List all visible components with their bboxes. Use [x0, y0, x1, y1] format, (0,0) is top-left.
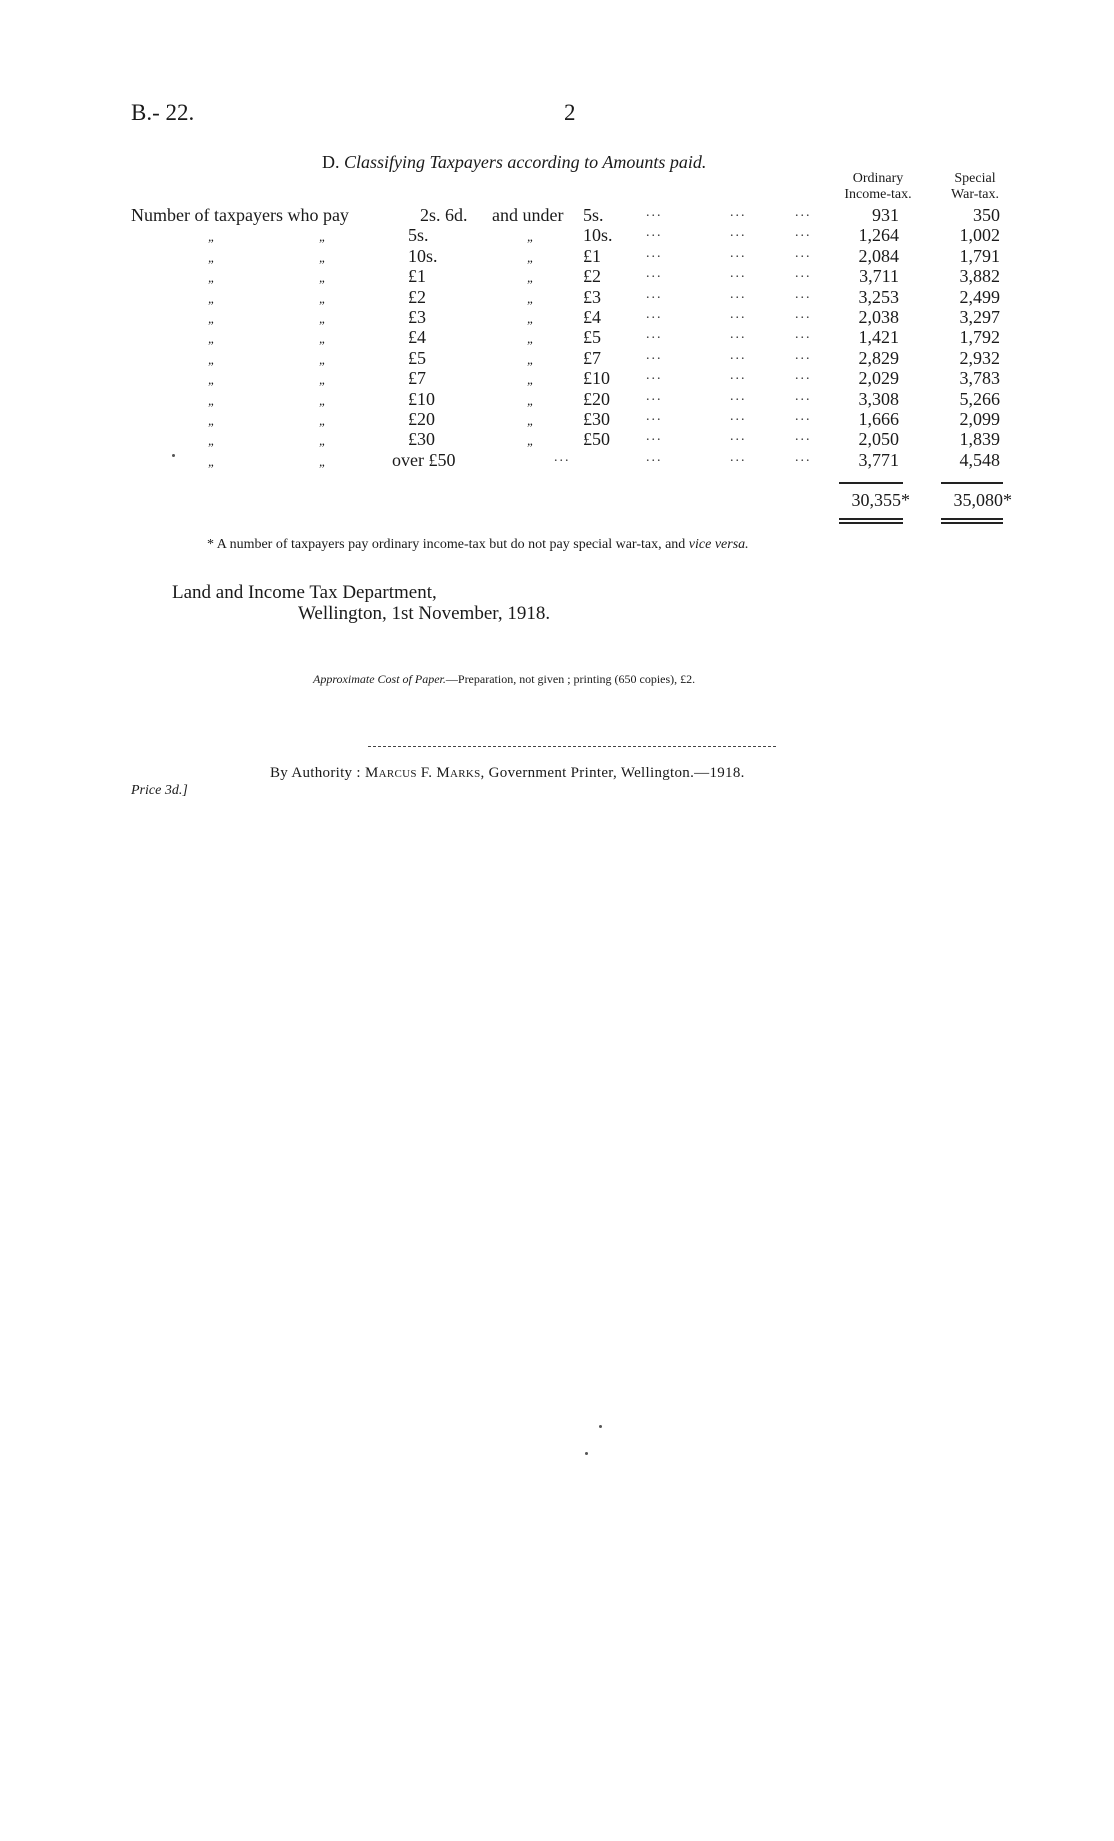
special-value: 1,791 [959, 245, 1000, 266]
table-row [0, 389, 1114, 410]
dot-leader: ... [795, 205, 812, 220]
dot-leader: ... [795, 347, 812, 363]
ditto-mark: „ [319, 229, 327, 245]
ditto-mark: „ [319, 433, 327, 449]
special-value: 4,548 [959, 449, 1000, 470]
special-value: 1,002 [959, 225, 1000, 246]
ditto-mark: „ [208, 249, 216, 265]
printer-authority [270, 765, 745, 782]
dot-leader: ... [730, 307, 747, 322]
ditto-mark: „ [527, 433, 535, 449]
total-rule [941, 482, 1003, 484]
authority-suffix: Government Printer, Wellington.—1918. [488, 765, 745, 781]
ditto-mark: „ [527, 351, 535, 367]
dot-leader: ... [795, 266, 812, 282]
dot-leader: ... [795, 286, 812, 302]
ditto-mark: „ [527, 392, 535, 408]
row-from: £20 [408, 409, 435, 429]
row-from: over £50 [392, 449, 456, 470]
footnote-text: * A number of taxpayers pay ordinary income-tax but do not pay special war-tax, and [207, 537, 686, 552]
ordinary-value: 1,264 [858, 225, 899, 246]
total-rule [941, 518, 1003, 520]
department-line-1: Land and Income Tax Department, [172, 582, 437, 603]
row-from: 2s. 6d. [420, 205, 468, 225]
column-header-ordinary-line2: Income-tax. [844, 187, 912, 202]
row-from: £1 [408, 266, 426, 287]
footnote [207, 537, 749, 553]
dot-leader: ... [730, 388, 747, 404]
dot-leader: ... [646, 225, 663, 241]
dot-leader: ... [730, 286, 747, 302]
dot-leader: ... [730, 225, 747, 241]
dot-leader: ... [730, 266, 747, 282]
ditto-mark: „ [527, 331, 535, 347]
table-row [0, 246, 1114, 267]
ditto-mark: „ [208, 290, 216, 306]
ordinary-total: 30,355* [851, 490, 910, 510]
ditto-mark: „ [208, 413, 216, 428]
ordinary-value: 2,829 [858, 347, 899, 368]
cost-label: Approximate Cost of Paper. [313, 672, 446, 686]
column-header-special-line1: Special [954, 171, 996, 186]
column-header-ordinary-line1: Ordinary [852, 171, 904, 186]
ditto-mark: „ [319, 372, 327, 388]
ditto-mark: „ [319, 331, 327, 347]
table-row [0, 287, 1114, 308]
column-header-special-line2: War-tax. [951, 187, 999, 202]
row-from: £4 [408, 327, 426, 348]
row-from: £10 [408, 388, 435, 409]
special-value: 350 [973, 205, 1000, 225]
row-to: 5s. [583, 205, 604, 225]
ditto-mark: „ [319, 413, 327, 428]
dot-leader: ... [646, 429, 663, 445]
page-number: 2 [564, 100, 576, 125]
row-to: £2 [583, 266, 601, 287]
ditto-mark: „ [527, 290, 535, 306]
row-to: £7 [583, 347, 601, 368]
dot-leader: ... [646, 286, 663, 302]
table-row [0, 307, 1114, 328]
row-from: £7 [408, 368, 426, 389]
dot-leader: ... [730, 245, 747, 261]
special-value: 2,099 [959, 409, 1000, 429]
dot-leader: ... [730, 347, 747, 363]
dot-leader: ... [646, 449, 663, 465]
dot-leader: ... [730, 409, 747, 424]
ordinary-value: 3,771 [858, 449, 899, 470]
ditto-mark: „ [527, 229, 535, 245]
ditto-mark: „ [527, 270, 535, 286]
dot-leader: ... [795, 409, 812, 424]
ditto-mark: „ [527, 413, 535, 428]
row-to: £20 [583, 388, 610, 409]
table-row [0, 266, 1114, 287]
special-value: 1,792 [959, 327, 1000, 348]
row-to: £30 [583, 409, 610, 429]
ditto-mark: „ [527, 372, 535, 388]
ordinary-value: 3,308 [858, 388, 899, 409]
speck [172, 454, 175, 457]
dot-leader: ... [795, 449, 812, 465]
dot-leader: ... [646, 388, 663, 404]
row-to: £5 [583, 327, 601, 348]
ordinary-value: 2,084 [858, 245, 899, 266]
dot-leader: ... [646, 409, 663, 424]
ditto-mark: „ [208, 433, 216, 449]
special-total: 35,080* [953, 490, 1012, 510]
table-row [0, 348, 1114, 369]
dot-leader: ... [730, 327, 747, 343]
row-to: £10 [583, 368, 610, 389]
table-row [0, 450, 1114, 471]
ditto-mark: „ [208, 392, 216, 408]
ditto-mark: „ [319, 311, 327, 326]
table-row [0, 225, 1114, 246]
speck [599, 1425, 602, 1428]
total-rule [941, 522, 1003, 524]
ditto-mark: „ [208, 331, 216, 347]
special-value: 3,783 [959, 368, 1000, 389]
ordinary-value: 1,666 [858, 409, 899, 429]
special-value: 3,882 [959, 266, 1000, 287]
dot-leader: ... [795, 429, 812, 445]
document-reference: B.- 22. [131, 100, 195, 125]
table-row [0, 409, 1114, 430]
ditto-mark: „ [319, 249, 327, 265]
row-to: £4 [583, 307, 601, 327]
table-row [0, 327, 1114, 348]
row-label: Number of taxpayers who pay [131, 205, 349, 225]
ditto-mark: „ [208, 270, 216, 286]
special-value: 2,932 [959, 347, 1000, 368]
ordinary-value: 2,038 [858, 307, 899, 327]
ditto-mark: „ [208, 229, 216, 245]
row-from: £30 [408, 429, 435, 450]
dot-leader: ... [795, 245, 812, 261]
title-letter: D. [322, 152, 340, 172]
printer-name: Marcus F. Marks, [364, 765, 485, 781]
ditto-mark: „ [319, 351, 327, 367]
ditto-mark: „ [319, 270, 327, 286]
title-text: Classifying Taxpayers according to Amounts paid. [344, 152, 707, 172]
ditto-mark: „ [319, 290, 327, 306]
dot-leader: ... [795, 307, 812, 322]
row-to: £3 [583, 286, 601, 307]
dot-leader: ... [646, 307, 663, 322]
ditto-mark: „ [208, 372, 216, 388]
ordinary-value: 3,711 [859, 266, 899, 287]
separator-line [368, 746, 776, 747]
dot-leader: ... [646, 368, 663, 384]
total-rule [839, 522, 903, 524]
row-to: £1 [583, 245, 601, 266]
ditto-mark: „ [319, 453, 327, 469]
ditto-mark: „ [208, 453, 216, 469]
dot-leader: ... [646, 327, 663, 343]
ordinary-value: 3,253 [858, 286, 899, 307]
ordinary-value: 931 [872, 205, 899, 225]
dot-leader: ... [730, 205, 747, 220]
cost-text: —Preparation, not given ; printing (650 copies), £2. [445, 672, 696, 686]
row-from: £3 [408, 307, 426, 327]
price-note: Price 3d.] [131, 783, 188, 798]
special-value: 3,297 [959, 307, 1000, 327]
ordinary-value: 2,029 [858, 368, 899, 389]
ditto-mark: „ [208, 311, 216, 326]
row-from: 10s. [408, 245, 438, 266]
row-connector: and under [492, 205, 564, 225]
dot-leader: ... [646, 245, 663, 261]
dot-leader: ... [730, 429, 747, 445]
ordinary-value: 1,421 [858, 327, 899, 348]
special-value: 5,266 [959, 388, 1000, 409]
speck [585, 1452, 588, 1455]
ditto-mark: „ [527, 249, 535, 265]
dot-leader: ... [795, 327, 812, 343]
dot-leader: ... [730, 449, 747, 465]
authority-prefix: By Authority : [270, 765, 361, 781]
table-row [0, 429, 1114, 450]
row-to: £50 [583, 429, 610, 450]
special-value: 2,499 [959, 286, 1000, 307]
dot-leader: ... [646, 347, 663, 363]
column-header-ordinary [828, 171, 928, 203]
department-line-2: Wellington, 1st November, 1918. [298, 603, 551, 624]
table-title [322, 152, 706, 173]
total-rule [839, 482, 903, 484]
dot-leader: ... [730, 368, 747, 384]
dot-leader: ... [554, 449, 571, 465]
dot-leader: ... [795, 388, 812, 404]
row-to: 10s. [583, 225, 613, 246]
row-from: £5 [408, 347, 426, 368]
dot-leader: ... [795, 368, 812, 384]
ditto-mark: „ [319, 392, 327, 408]
row-from: £2 [408, 286, 426, 307]
dot-leader: ... [646, 266, 663, 282]
table-row [0, 368, 1114, 389]
dot-leader: ... [795, 225, 812, 241]
total-rule [839, 518, 903, 520]
ditto-mark: „ [527, 311, 535, 326]
ditto-mark: „ [208, 351, 216, 367]
row-from: 5s. [408, 225, 429, 246]
column-header-special [935, 171, 1015, 203]
cost-of-paper [313, 672, 695, 687]
special-value: 1,839 [959, 429, 1000, 450]
dot-leader: ... [646, 205, 663, 220]
ordinary-value: 2,050 [858, 429, 899, 450]
footnote-italic: vice versa. [688, 537, 749, 552]
table-row [0, 205, 1114, 226]
